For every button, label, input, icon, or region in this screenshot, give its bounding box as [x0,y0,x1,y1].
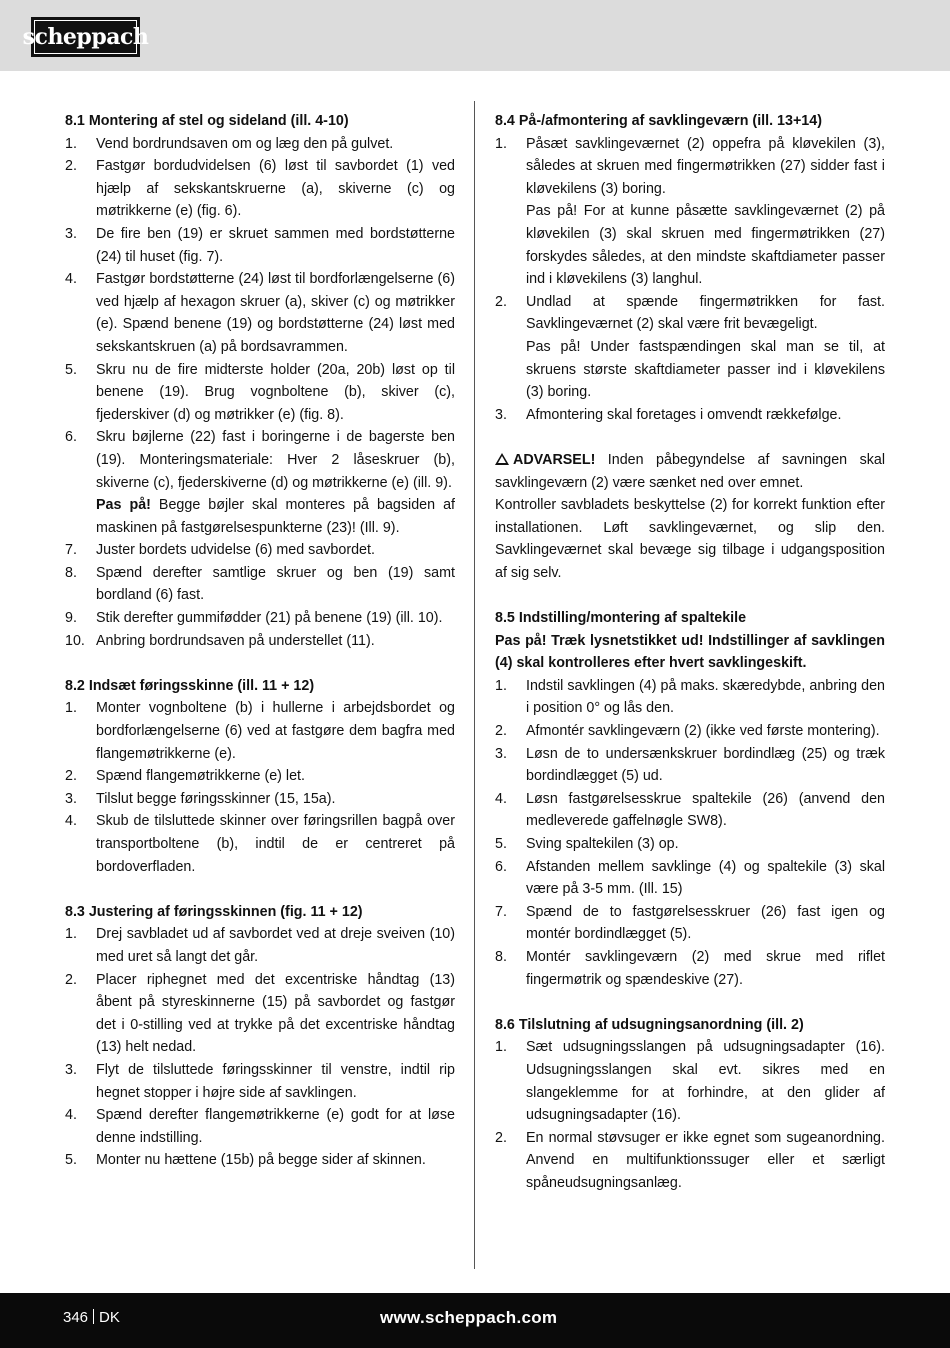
note-label: Pas på! [96,497,151,514]
item-number: 8. [495,948,507,965]
item-text: Skru bøjlerne (22) fast i boringerne i de bagerste ben (19). Monteringsmateriale: Hver 2 låseskruer (b), skiverne (c), fjederskiverne (d) og møtrikkerne (e) (ill. 9). [96,429,455,491]
list-item [65,155,455,223]
item-number: 2. [495,1129,507,1146]
item-text: Afmontér savklingeværn (2) (ikke ved første montering). [526,723,880,740]
item-text: Afmontering skal foretages i omvendt rækkefølge. [526,406,842,423]
section-8-4 [495,110,885,426]
list-item [495,1036,885,1126]
item-number: 1. [495,135,507,152]
item-text: Indstil savklingen (4) på maks. skæredybde, anbring den i position 0° og lås den. [526,677,885,717]
page-number [63,1309,120,1326]
website-link[interactable]: www.scheppach.com [380,1308,558,1327]
item-text: Flyt de tilsluttede føringsskinner til venstre, indtil rip hegnet stopper i højre side af savklingen. [96,1061,455,1101]
item-text: Løsn fastgørelsesskrue spaltekile (26) (anvend den medleverede gaffelnøgle SW8). [526,790,885,830]
item-number: 9. [65,610,77,627]
item-number: 1. [495,677,507,694]
list-item [495,901,885,946]
item-text: Afstanden mellem savklinge (4) og spaltekile (3) skal være på 3-5 mm. (Ill. 15) [526,858,885,898]
instruction-list [65,923,455,1172]
section-8-1 [65,110,455,652]
separator [93,1309,94,1324]
list-item [495,404,885,427]
list-item [65,969,455,1059]
item-text: Sving spaltekilen (3) op. [526,836,679,852]
item-number: 10. [65,632,85,649]
item-number: 8. [65,564,77,581]
warning-text-2: Kontroller savbladets beskyttelse (2) for korrekt funktion efter installationen. Løft savklingeværnet, og slip den. Savklingeværnet skal bevæge sig tilbage i udgangsposition af sig selv. [495,497,885,581]
list-item [495,743,885,788]
item-number: 4. [65,271,77,288]
section-heading: 8.3 Justering af føringsskinnen (fig. 11 + 12) [65,903,363,920]
language-code: DK [99,1309,120,1326]
list-item [65,630,455,653]
footer-bar [0,1293,950,1348]
item-number: 2. [65,158,77,175]
section-subheading: Pas på! Træk lysnetstikket ud! Indstillinger af savklingen (4) skal kontrolleres efter hvert savklingeskift. [495,632,885,672]
item-text: Undlad at spænde fingermøtrikken for fast. Savklingeværnet (2) skal være frit bevægeligt. [526,293,885,333]
item-number: 5. [65,1152,77,1169]
list-item [65,923,455,968]
item-text: Spænd flangemøtrikkerne (e) let. [96,768,305,785]
list-item [65,607,455,630]
list-item [65,562,455,607]
item-text: Påsæt savklingeværnet (2) oppefra på kløvekilen (3), således at skruen med fingermøtrikken (27) sidder fast i kløvekilens (3) boring. [526,135,885,197]
list-item [65,788,455,811]
item-text: Monter nu hættene (15b) på begge sider af skinnen. [96,1152,426,1169]
item-text: Løsn de to undersænkskruer bordindlæg (25) og træk bordindlægget (5) ud. [526,745,885,785]
item-text: Tilslut begge føringsskinner (15, 15a). [96,790,336,807]
item-note: Pas på! For at kunne påsætte savklingeværnet (2) på kløvekilen (3) skal skruen med fingermøtrikken (27) forskydes således, at den mindste skaftdiameter passer ind i kløvekilens (3) langhul. [526,203,885,288]
item-number: 6. [65,429,77,446]
section-8-6 [495,1014,885,1195]
item-text: Placer riphegnet med det excentriske håndtag (13) åbent på styreskinnerne (15) på savbordet og fastgør det i 0-stilling ved at trykke på det excentriske håndtag (13) helt nedad. [96,971,455,1056]
item-number: 4. [65,1107,77,1124]
list-item [65,133,455,156]
item-number: 2. [65,971,77,988]
list-item [495,1127,885,1195]
list-item [495,833,885,856]
item-text: Juster bordets udvidelse (6) med savbordet. [96,542,375,559]
warning-paragraph [495,449,885,494]
item-number: 3. [495,406,507,423]
list-item [65,697,455,765]
item-number: 1. [65,135,77,152]
item-number: 2. [65,768,77,785]
list-item [495,856,885,901]
list-item [495,720,885,743]
list-item [65,359,455,427]
item-number: 3. [65,790,77,807]
section-8-2 [65,675,455,878]
scheppach-logo: scheppach [31,17,140,57]
instruction-list [495,675,885,991]
item-text: Sæt udsugningsslangen på udsugningsadapter (16). Udsugningsslangen skal evt. sikres med en slangeklemme for at forhindre, at den glider af udsugningsadapter (16). [526,1039,885,1124]
item-number: 6. [495,858,507,875]
item-number: 3. [65,225,77,242]
list-item [65,539,455,562]
list-item [65,765,455,788]
instruction-list [65,697,455,878]
item-text: Vend bordrundsaven om og læg den på gulvet. [96,135,394,152]
note-text: Begge bøjler skal monteres på bagsiden af maskinen på fastgørelsespunkterne (23)! (Ill. 9). [96,497,455,536]
list-item [65,1149,455,1172]
left-column [65,110,455,1195]
item-number: 2. [495,293,507,310]
section-heading: 8.6 Tilslutning af udsugningsanordning (ill. 2) [495,1016,804,1033]
instruction-list [65,133,455,653]
list-item [495,946,885,991]
warning-label: ADVARSEL! [513,451,596,468]
section-heading: 8.2 Indsæt føringsskinne (ill. 11 + 12) [65,677,315,694]
item-number: 5. [495,836,507,852]
column-divider [474,101,475,1269]
item-text: Spænd de to fastgørelsesskruer (26) fast igen og montér bordindlægget (5). [526,903,885,943]
item-body [526,133,885,291]
warning-text: Inden påbegyndelse af savningen skal savklingeværn (2) være sænket ned over emnet. [495,451,885,491]
item-body [526,291,885,404]
item-text: Fastgør bordstøtterne (24) løst til bordforlængelserne (6) ved hjælp af hexagon skruer (a), skiver (c) og møtrikker (e). Spænd benene (19) og bordstøtterne (24) løst med sekskantskruen (a) på bordsavrammen. [96,271,455,355]
list-item [65,1059,455,1104]
item-number: 3. [495,745,507,762]
item-body [96,426,455,539]
item-number: 4. [65,813,77,830]
warning-block [495,449,885,585]
list-item [65,810,455,878]
item-note: Pas på! Under fastspændingen skal man se til, at skruens største skaftdiameter passer ind i kløvekilens (3) boring. [526,338,885,401]
item-text: Montér savklingeværn (2) med skrue med riflet fingermøtrik og spændeskive (27). [526,948,885,988]
item-text: Skru nu de fire midterste holder (20a, 20b) løst op til benene (19). Brug vognboltene (b), skiver (c), fjederskiver (d) og møtrikker (e) (fig. 8). [96,361,455,423]
list-item [495,788,885,833]
item-text: De fire ben (19) er skruet sammen med bordstøtterne (24) til huset (fig. 7). [96,225,455,265]
item-number: 7. [65,542,77,559]
list-item [495,675,885,720]
item-text: Drej savbladet ud af savbordet ved at dreje sveiven (10) med uret så langt det går. [96,926,455,965]
item-number: 2. [495,723,507,740]
item-note [96,494,455,539]
item-number: 1. [65,926,77,943]
warning-triangle-icon [495,453,509,465]
section-8-5 [495,607,885,991]
section-heading: 8.4 På-/afmontering af savklingeværn (ill. 13+14) [495,113,822,129]
instruction-list [495,133,885,427]
item-number: 3. [65,1061,77,1078]
item-number: 7. [495,903,507,920]
item-text: Monter vognboltene (b) i hullerne i arbejdsbordet og bordforlængelserne (6) ved at fastgøre dem bagfra med flangemøtrikkerne (e). [96,700,455,762]
item-number: 5. [65,361,77,378]
item-text: Stik derefter gummifødder (21) på benene (19) (ill. 10). [96,610,443,627]
item-number: 1. [65,700,77,717]
item-text: Spænd derefter flangemøtrikkerne (e) godt for at løse denne indstilling. [96,1107,455,1146]
item-text: En normal støvsuger er ikke egnet som sugeanordning. Anvend en multifunktionssuger eller et særligt spåneudsugningsanlæg. [526,1129,885,1191]
list-item [65,426,455,539]
item-text: Fastgør bordudvidelsen (6) løst til savbordet (1) ved hjælp af sekskantskruerne (a), skiverne (c) og møtrikkerne (e) (fig. 6). [96,158,455,220]
section-8-3 [65,901,455,1172]
page-number-value: 346 [63,1309,89,1326]
list-item [65,268,455,358]
item-number: 1. [495,1039,507,1056]
section-heading: 8.5 Indstilling/montering af spaltekile [495,610,747,627]
item-text: Skub de tilsluttede skinner over føringsrillen bagpå over transportboltene (b), indtil de er centreret på bordoverfladen. [96,813,455,875]
header-bar [0,0,950,71]
instruction-list [495,1036,885,1194]
list-item [495,291,885,404]
item-text: Anbring bordrundsaven på understellet (11). [96,632,375,649]
item-text: Spænd derefter samtlige skruer og ben (19) samt bordland (6) fast. [96,564,455,604]
list-item [65,1104,455,1149]
section-heading: 8.1 Montering af stel og sideland (ill. 4-10) [65,113,349,129]
item-number: 4. [495,790,507,807]
right-column [495,110,885,1217]
list-item [495,133,885,291]
list-item [65,223,455,268]
